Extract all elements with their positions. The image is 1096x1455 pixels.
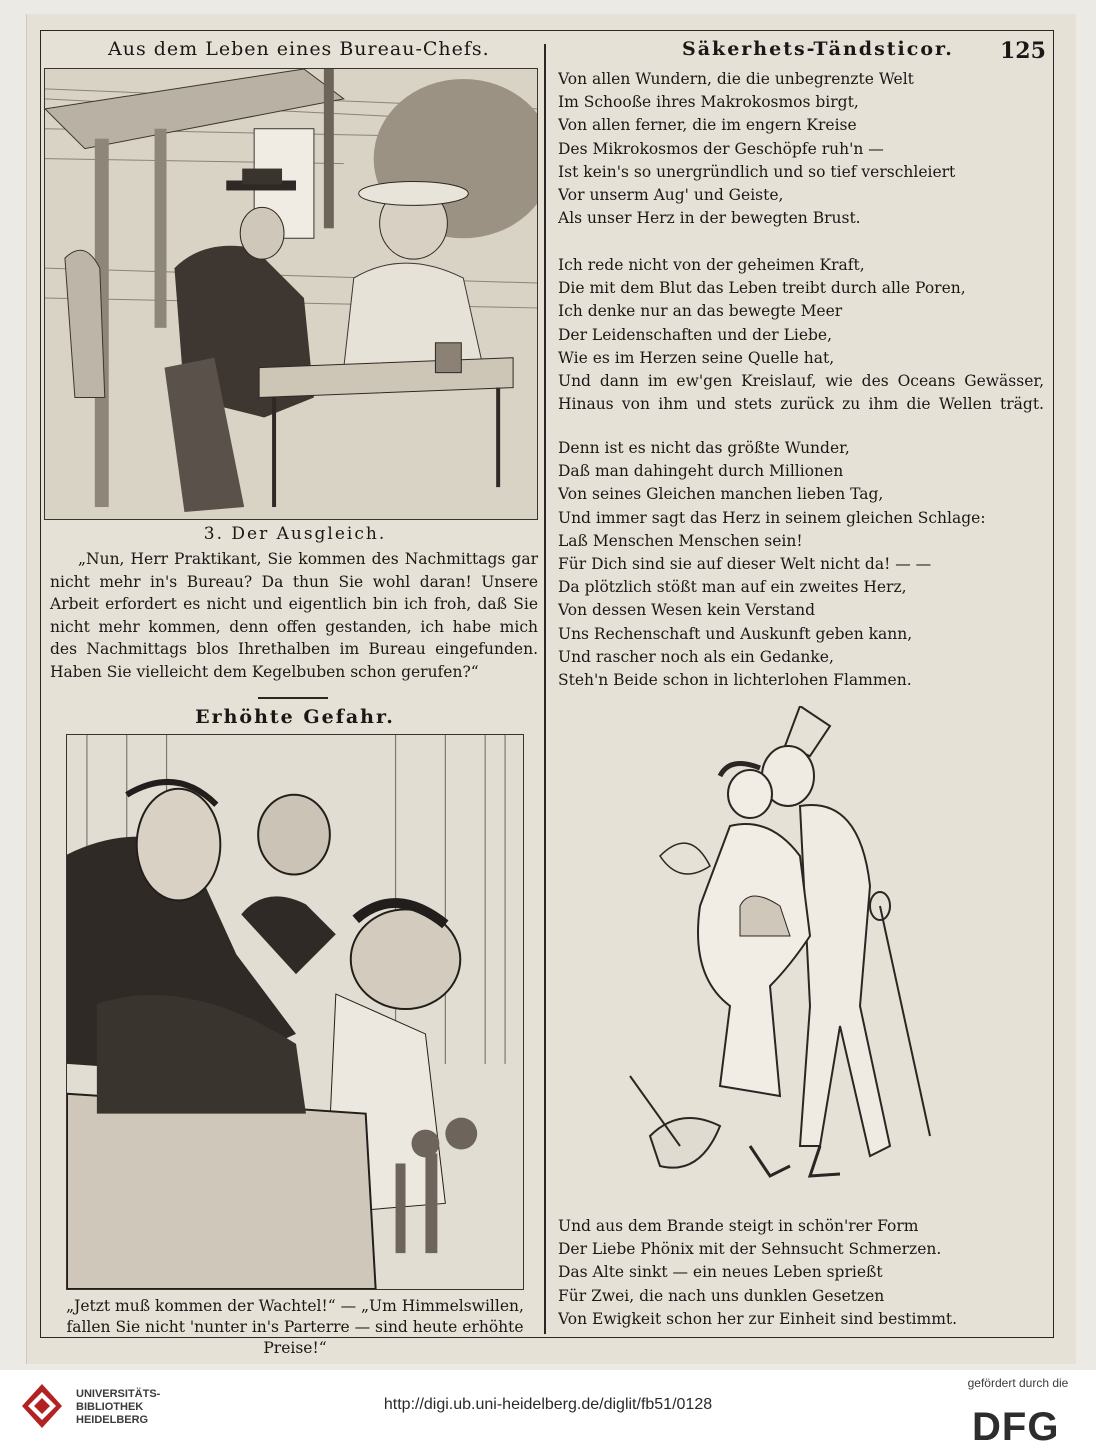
dialogue-paragraph [50, 548, 538, 683]
source-url-link[interactable]: http://digi.ub.uni-heidelberg.de/diglit/fb51/0128 [383, 1396, 713, 1413]
poem-line: Und dann im ew'gen Kreislauf, wie des Oceans Gewässer, [558, 372, 1044, 391]
poem-line: Daß man dahingeht durch Millionen [558, 462, 844, 481]
poem-line: Wie es im Herzen seine Quelle hat, [558, 348, 835, 367]
poem-stanza-3 [558, 437, 1044, 692]
poem-line: Ist kein's so unergründlich und so tief verschleiert [558, 162, 956, 181]
section-rule [258, 697, 328, 699]
poem-line: Steh'n Beide schon in lichterlohen Flammen. [558, 671, 912, 690]
poem-line: Von allen Wundern, die die unbegrenzte Welt [558, 70, 914, 88]
poem-line: Der Liebe Phönix mit der Sehnsucht Schmerzen. [558, 1240, 942, 1259]
paragraph-text: „Nun, Herr Praktikant, Sie kommen des Nachmittags gar nicht mehr in's Bureau? Da thun Sie wohl daran! Unsere Arbeit erfordert es nicht und eigentlich bin ich froh, daß Sie nicht mehr kommen, denn offen gestanden, ich habe mich des Nachmittags blos Ihrethalben im Bureau eingefunden. Haben Sie vielleicht dem Kegelbuben schon gerufen?“ [50, 550, 538, 681]
poem-line: Die mit dem Blut das Leben treibt durch alle Poren, [558, 279, 966, 298]
illustration-garden-table [44, 68, 538, 520]
poem-line: Des Mikrokosmos der Geschöpfe ruh'n — [558, 139, 884, 158]
poem-line: Von dessen Wesen kein Verstand [558, 601, 816, 620]
poem-line: Und aus dem Brande steigt in schön'rer Form [558, 1217, 919, 1235]
poem-line: Im Schooße ihres Makrokosmos birgt, [558, 93, 859, 112]
dfg-logo-text: DFG [972, 1405, 1060, 1446]
viewer-footer [0, 1370, 1096, 1455]
poem-line: Der Leidenschaften und der Liebe, [558, 325, 833, 344]
poem-line: Laß Menschen Menschen sein! [558, 531, 803, 550]
poem-line: Vor unserm Aug' und Geiste, [558, 186, 784, 205]
poem-line: Und rascher noch als ein Gedanke, [558, 647, 834, 666]
sponsor-label: gefördert durch die [967, 1376, 1069, 1390]
caption-title: 3. Der Ausgleich. [203, 524, 387, 544]
poem-line: Für Dich sind sie auf dieser Welt nicht da! — — [558, 555, 932, 574]
poem-line: Von allen ferner, die im engern Kreise [558, 116, 857, 135]
poem-line: Ich rede nicht von der geheimen Kraft, [558, 256, 865, 274]
poem-line: Das Alte sinkt — ein neues Leben sprießt [558, 1263, 883, 1282]
library-name-line: HEIDELBERG [76, 1414, 149, 1426]
caption-line: fallen Sie nicht 'nunter in's Parterre — sind heute erhöhte Preise!“ [66, 1318, 524, 1357]
poem-line: Von seines Gleichen manchen lieben Tag, [558, 485, 884, 504]
running-head-left: Aus dem Leben eines Bureau-Chefs. [108, 38, 490, 60]
poem-stanza-1 [558, 68, 1044, 230]
running-head-right: Säkerhets-Tändsticor. [682, 38, 954, 60]
poem-line: Ich denke nur an das bewegte Meer [558, 302, 843, 321]
dfg-logo[interactable] [968, 1398, 1086, 1446]
poem-stanza-2 [558, 254, 1044, 416]
poem-line: Und immer sagt das Herz in seinem gleichen Schlage: [558, 508, 986, 527]
poem-line: Denn ist es nicht das größte Wunder, [558, 439, 850, 457]
library-name-line: BIBLIOTHEK [76, 1401, 144, 1413]
cartoon-caption [50, 1296, 540, 1359]
poem-line: Hinaus von ihm und stets zurück zu ihm die Wellen trägt. [558, 395, 1044, 414]
illustration-theatre-balcony [66, 734, 524, 1290]
poem-stanza-4 [558, 1215, 1044, 1331]
illustration-embracing-couple [620, 706, 1008, 1206]
poem-line: Da plötzlich stößt man auf ein zweites Herz, [558, 578, 907, 597]
caption-line: „Jetzt muß kommen der Wachtel!“ — „Um Himmelswillen, [66, 1297, 524, 1315]
page-number: 125 [1000, 38, 1046, 64]
column-divider [544, 44, 546, 1334]
poem-line: Uns Rechenschaft und Auskunft geben kann, [558, 624, 913, 643]
library-name-line: UNIVERSITÄTS- [76, 1388, 161, 1400]
poem-line: Von Ewigkeit schon her zur Einheit sind bestimmt. [558, 1309, 958, 1328]
section-title: Erhöhte Gefahr. [195, 706, 395, 728]
poem-line: Für Zwei, die nach uns dunklen Gesetzen [558, 1286, 885, 1305]
poem-line: Als unser Herz in der bewegten Brust. [558, 209, 861, 228]
